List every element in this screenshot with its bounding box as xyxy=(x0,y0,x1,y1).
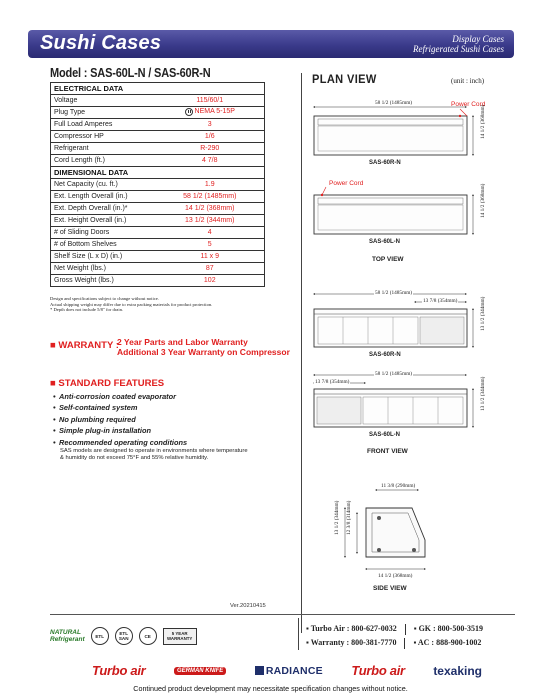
features-heading: ■ STANDARD FEATURES xyxy=(50,378,165,389)
spec-value: 14 1/2 (368mm) xyxy=(156,203,265,215)
feature-item: • Anti-corrosion coated evaporator xyxy=(50,391,270,402)
contact-separator xyxy=(404,638,405,649)
contact-separator xyxy=(405,624,406,635)
top-view-label: TOP VIEW xyxy=(372,256,404,263)
spec-label: Full Load Amperes xyxy=(51,119,156,131)
case-outline xyxy=(314,116,467,155)
dim-inner-width: 11 3/8 (290mm) xyxy=(381,483,416,489)
spec-value: 4 7/8 xyxy=(156,155,265,167)
spec-value: 58 1/2 (1485mm) xyxy=(156,191,265,203)
subtitle-refrigerated: Refrigerated Sushi Cases xyxy=(413,44,504,54)
warranty-label: ■ WARRANTY : xyxy=(50,340,119,351)
contact-block xyxy=(306,622,483,650)
subtitle-display-cases: Display Cases xyxy=(452,34,504,44)
spec-value: 3 xyxy=(156,119,265,131)
spec-label: Net Capacity (cu. ft.) xyxy=(51,179,156,191)
compressor-panel xyxy=(420,317,464,344)
feature-item: • Recommended operating conditions xyxy=(50,437,270,448)
note-line: * Depth does not include 5/8" for drain. xyxy=(50,307,124,313)
contact-gk: ▪ GK : 800-500-3519 xyxy=(413,624,483,633)
caption-sas-60l: SAS-60L-N xyxy=(369,239,401,245)
dim-height-text: 13 1/2 (344mm) xyxy=(334,500,340,535)
power-cord-pointer xyxy=(460,109,467,116)
natural-text: NATURAL xyxy=(50,629,81,636)
hinge-dot xyxy=(412,548,416,552)
spec-label: Plug Type xyxy=(51,107,156,119)
power-cord-label-r: Power Cord xyxy=(451,101,486,108)
dim-height-text: 13 1/2 (344mm) xyxy=(480,376,486,411)
contact-row xyxy=(306,636,483,650)
features-heading-text: STANDARD FEATURES xyxy=(58,378,165,389)
spec-value: 5 xyxy=(156,239,265,251)
features-note-line: SAS models are designed to operate in environments where temperature xyxy=(60,448,248,455)
radiance-logo xyxy=(255,665,323,677)
hinge-dot xyxy=(377,516,381,520)
warranty-badge: 5 YEAR WARRANTY xyxy=(163,628,197,645)
contact-ac-text: AC : 888-900-1002 xyxy=(417,638,482,647)
note-line: Design and specifications subject to change without notice. xyxy=(50,296,159,301)
feature-item: • Self-contained system xyxy=(50,402,270,413)
spec-value: 102 xyxy=(156,275,265,287)
features-note-line: & humidity do not exceed 75°F and 55% relative humidity. xyxy=(60,455,209,462)
dim-opening: 13 7/8 (354mm) xyxy=(423,298,458,304)
turbo-air-logo-2: Turbo air xyxy=(351,663,405,678)
turbo-air-logo: Turbo air xyxy=(92,663,146,678)
plug-type-value: NEMA 5-15P xyxy=(194,108,235,115)
radiance-text: RADIANCE xyxy=(265,664,323,677)
spec-label: # of Sliding Doors xyxy=(51,227,156,239)
power-cord-dot xyxy=(459,115,461,117)
top-view-l xyxy=(314,187,473,234)
spec-value: R-290 xyxy=(156,143,265,155)
feature-item: • No plumbing required xyxy=(50,414,270,425)
dim-length: 58 1/2 (1485mm) xyxy=(375,371,413,377)
contact-gk-text: GK : 800-500-3519 xyxy=(418,624,483,633)
spec-value: 13 1/2 (344mm) xyxy=(156,215,265,227)
model-heading: Model : SAS-60L-N / SAS-60R-N xyxy=(50,66,211,80)
spec-label: Cord Length (ft.) xyxy=(51,155,156,167)
certification-logos xyxy=(50,627,197,645)
spec-label: Ext. Length Overall (in.) xyxy=(51,191,156,203)
warranty-line: 2 Year Parts and Labor Warranty xyxy=(117,337,248,347)
dimensional-heading: DIMENSIONAL DATA xyxy=(51,167,265,179)
caption-sas-60r: SAS-60R-N xyxy=(369,160,401,166)
dim-depth-text: 14 1/2 (368mm) xyxy=(480,183,486,218)
spec-label: Ext. Depth Overall (in.)* xyxy=(51,203,156,215)
spec-label: # of Bottom Shelves xyxy=(51,239,156,251)
etl-sanitation-logo: ETL SAN xyxy=(115,627,133,645)
spec-label: Voltage xyxy=(51,95,156,107)
unit-label: (unit : inch) xyxy=(451,77,485,85)
dim-inner-height-text: 12 3/8 (314mm) xyxy=(346,500,352,535)
contact-turbo-air: ▪ Turbo Air : 800-627-0032 xyxy=(306,624,397,633)
side-view xyxy=(345,490,425,569)
spec-value: 1.9 xyxy=(156,179,265,191)
case-outline xyxy=(314,195,467,234)
brand-logos xyxy=(92,663,482,678)
spec-label: Gross Weight (lbs.) xyxy=(51,275,156,287)
top-view-r xyxy=(314,107,473,155)
footer-rule xyxy=(50,614,515,615)
spec-label: Compressor HP xyxy=(51,131,156,143)
dim-opening: 13 7/8 (354mm) xyxy=(315,379,350,385)
footer-divider xyxy=(298,618,299,650)
natural-refrigerant-logo xyxy=(50,629,85,643)
dim-depth-text: 14 1/2 (368mm) xyxy=(480,104,486,139)
power-cord-label-l: Power Cord xyxy=(329,180,364,187)
dim-length: 58 1/2 (1485mm) xyxy=(375,100,413,106)
spec-label: Net Weight (lbs.) xyxy=(51,263,156,275)
texaking-logo: texaking xyxy=(433,663,482,678)
contact-row xyxy=(306,622,483,636)
power-cord-dot xyxy=(321,194,323,196)
dim-height-text: 13 1/2 (344mm) xyxy=(480,296,486,331)
radiance-icon xyxy=(255,666,264,675)
etl-logo: ETL xyxy=(91,627,109,645)
spec-label: Shelf Size (L x D) (in.) xyxy=(51,251,156,263)
contact-warranty: ▪ Warranty : 800-381-7770 xyxy=(306,638,397,647)
caption-sas-60l-front: SAS-60L-N xyxy=(369,432,401,438)
front-view-label: FRONT VIEW xyxy=(367,448,408,455)
refrigerant-text: Refrigerant xyxy=(50,636,85,643)
side-view-label: SIDE VIEW xyxy=(373,585,407,592)
contact-ac: ▪ AC : 888-900-1002 xyxy=(413,638,482,647)
page-title: Sushi Cases xyxy=(40,32,162,54)
dim-length: 58 1/2 (1485mm) xyxy=(375,290,413,296)
version-label: Ver.20210415 xyxy=(230,603,266,609)
spec-label: Ext. Height Overall (in.) xyxy=(51,215,156,227)
spec-label: Refrigerant xyxy=(51,143,156,155)
power-cord-pointer xyxy=(322,187,326,195)
contact-turbo-air-text: Turbo Air : 800-627-0032 xyxy=(310,624,397,633)
plan-view-title: PLAN VIEW xyxy=(312,72,377,86)
warranty-line: Additional 3 Year Warranty on Compressor xyxy=(117,347,290,357)
ce-logo: CE xyxy=(139,627,157,645)
spec-value: 4 xyxy=(156,227,265,239)
compressor-panel xyxy=(317,397,361,424)
spec-value: 11 x 9 xyxy=(156,251,265,263)
spec-value: 1/6 xyxy=(156,131,265,143)
caption-sas-60r-front: SAS-60R-N xyxy=(369,352,401,358)
hinge-dot xyxy=(377,548,381,552)
contact-warranty-text: Warranty : 800-381-7770 xyxy=(310,638,397,647)
electrical-heading: ELECTRICAL DATA xyxy=(51,83,265,95)
dim-depth-side: 14 1/2 (368mm) xyxy=(378,573,413,579)
feature-item: • Simple plug-in installation xyxy=(50,425,270,436)
note-line: Actual shipping weight may differ due to extra packing materials for product protection. xyxy=(50,301,213,307)
german-knife-logo: GERMAN KNIFE xyxy=(174,667,226,675)
spec-value: 87 xyxy=(156,263,265,275)
warranty-label-text: WARRANTY : xyxy=(58,340,119,351)
spec-value: 115/60/1 xyxy=(156,95,265,107)
footer-disclaimer: Continued product development may necessitate specification changes without notice. xyxy=(133,684,408,693)
